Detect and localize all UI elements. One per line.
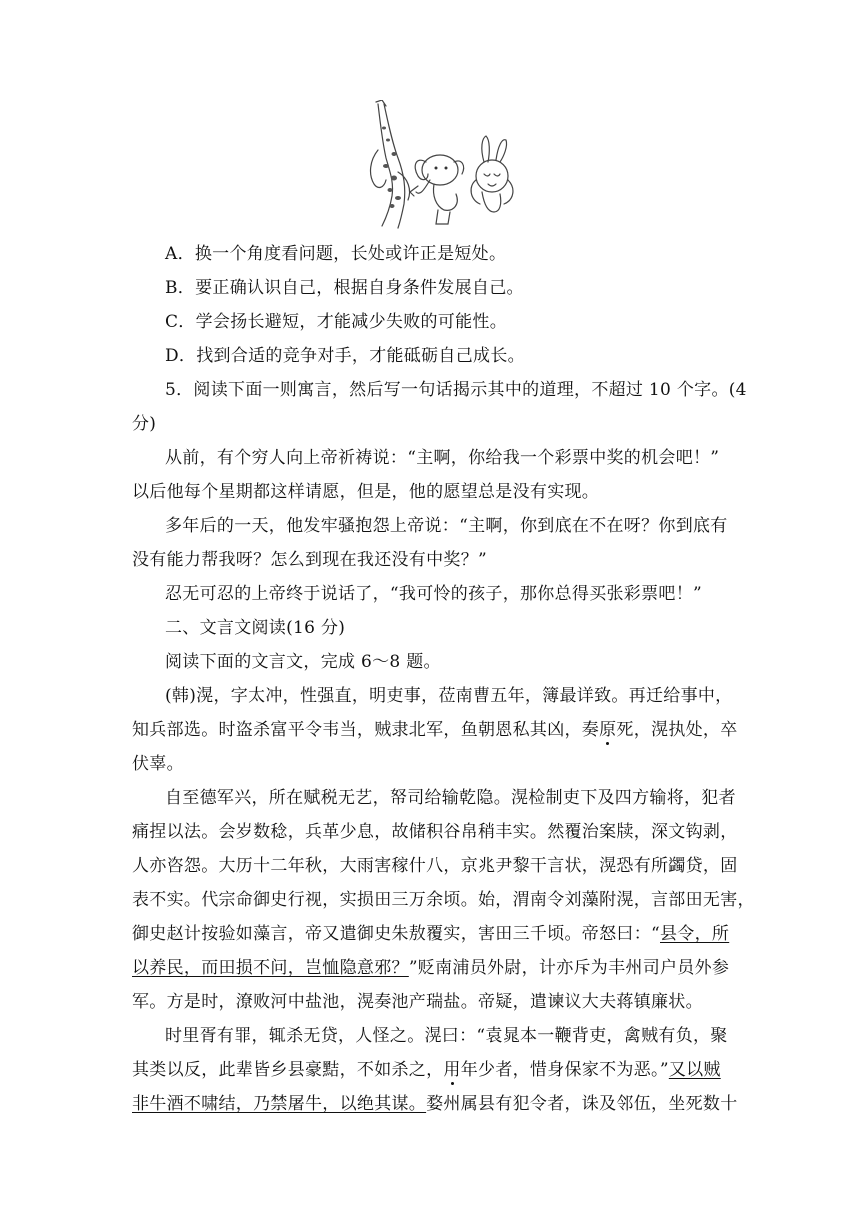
passage-line: 以养民，而田损不问，岂恤隐意邪？”贬南浦员外尉，计亦斥为丰州司户员外参 [132,958,730,978]
underlined-sentence: 又以贼 [668,1060,721,1080]
passage-line: 痛捏以法。会岁数稔，兵革少息，故储积谷帛稍丰实。然覆治案牍，深文钩剥， [132,822,738,842]
option-c: C．学会扬长避短，才能减少失败的可能性。 [165,312,508,332]
underlined-sentence: 非牛酒不啸结，乃禁屠牛，以绝其谋。 [132,1094,427,1114]
passage-line: 时里胥有罪，辄杀无贷，人怪之。滉曰：“袁晁本一鞭背吏，禽贼有负，聚 [165,1026,728,1046]
passage-line: 表不实。代宗命御史行视，实损田三万余顷。始，渭南令刘藻附滉，言部田无害， [132,890,755,910]
fable-line: 从前，有个穷人向上帝祈祷说：“主啊，你给我一个彩票中奖的机会吧！” [165,448,720,468]
fable-line: 以后他每个星期都这样请愿，但是，他的愿望总是没有实现。 [132,482,600,502]
animals-illustration [364,100,519,232]
underlined-sentence: 以养民，而田损不问，岂恤隐意邪？ [132,958,409,978]
option-d: D．找到合适的竞争对手，才能砥砺自己成长。 [165,346,525,366]
option-a: A．换一个角度看问题，长处或许正是短处。 [165,244,507,264]
passage-line: (韩)滉，字太冲，性强直，明吏事，莅南曹五年，簿最详致。再迁给事中， [165,686,733,706]
fable-line: 忍无可忍的上帝终于说话了，“我可怜的孩子，那你总得买张彩票吧！” [165,584,702,604]
passage-line: 伏辜。 [132,754,184,774]
passage-line: 其类以反，此辈皆乡县豪黠，不如杀之，用年少者，惜身保家不为恶。”又以贼 [132,1060,721,1080]
passage-line: 御史赵计按验如藻言，帝又遣御史朱敖覆实，害田三千顷。帝怒曰：“县令，所 [132,924,730,944]
question-5: 5．阅读下面一则寓言，然后写一句话揭示其中的道理，不超过 10 个字。(4 [165,380,747,400]
fable-line: 没有能力帮我呀？怎么到现在我还没有中奖？” [132,550,487,570]
section-instruction: 阅读下面的文言文，完成 6～8 题。 [165,652,441,672]
dotted-char: 用 [443,1060,461,1080]
passage-line: 人亦咨怨。大历十二年秋，大雨害稼什八，京兆尹黎干言状，滉恐有所蠲贷，固 [132,856,738,876]
dotted-char: 原 [599,720,617,740]
fable-line: 多年后的一天，他发牢骚抱怨上帝说：“主啊，你到底在不在呀？你到底有 [165,516,728,536]
passage-line: 自至德军兴，所在赋税无艺，帑司给输乾隐。滉检制吏下及四方输将，犯者 [165,788,736,808]
section-heading: 二、文言文阅读(16 分) [165,618,346,638]
passage-line: 非牛酒不啸结，乃禁屠牛，以绝其谋。婺州属县有犯令者，诛及邻伍，坐死数十 [132,1094,738,1114]
underlined-sentence: 县令，所 [660,924,730,944]
question-5-cont: 分) [132,414,157,434]
passage-line: 军。方是时，潦败河中盐池，滉奏池产瑞盐。帝疑，遣谏议大夫蒋镇廉状。 [132,992,703,1012]
option-b: B．要正确认识自己，根据自身条件发展自己。 [165,278,524,298]
passage-line: 知兵部选。时盗杀富平令韦当，贼隶北军，鱼朝恩私其凶，奏原死，滉执处，卒 [132,720,738,740]
